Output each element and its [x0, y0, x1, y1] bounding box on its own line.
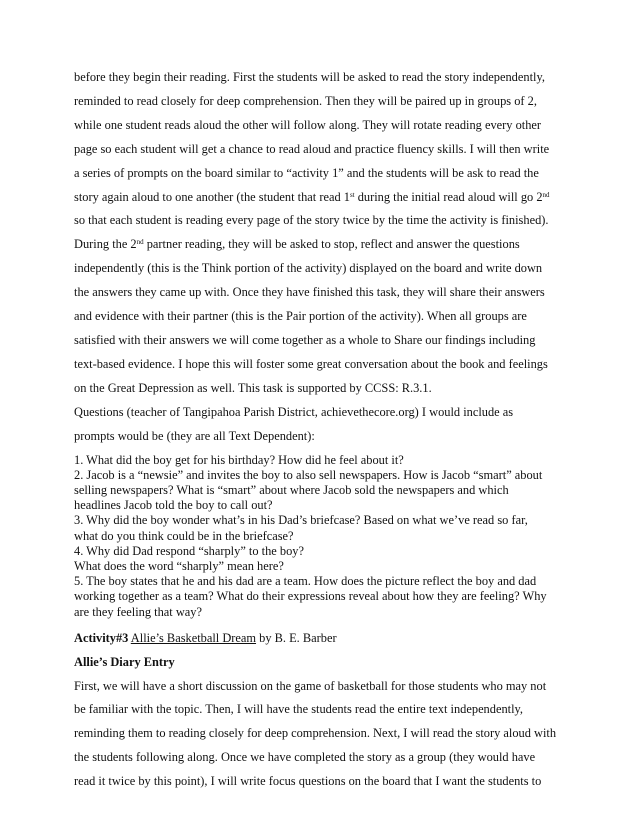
text-line: a series of prompts on the board similar to “activity 1” and the students will be ask to read the [74, 165, 539, 180]
paragraph-1 [74, 66, 566, 449]
text-line: page so each student will get a chance to read aloud and practice fluency skills. I will then write [74, 141, 550, 156]
spacer [74, 620, 566, 627]
text-line: before they begin their reading. First the students will be asked to read the story independently, [74, 70, 545, 84]
list-item: are they feeling that way? [74, 604, 202, 619]
text-span: During the 2 [74, 237, 137, 252]
superscript: st [349, 190, 355, 199]
text-line: prompts would be (they are all Text Dependent): [74, 428, 315, 443]
book-title: Allie’s Basketball Dream [130, 630, 257, 645]
list-item: headlines Jacob told the boy to call out? [74, 498, 273, 513]
text-line: be familiar with the topic. Then, I will have the students read the entire text independently, [74, 702, 524, 717]
text-line: reminded to read closely for deep comprehension. Then they will be paired up in groups of 2, [74, 93, 537, 108]
text-span: during the initial read aloud will go 2 [354, 189, 543, 204]
text-line: First, we will have a short discussion on the game of basketball for those students who may not [74, 678, 547, 693]
list-item: working together as a team? What do their expressions reveal about how they are feeling? Why [74, 589, 547, 604]
document-page [74, 66, 566, 794]
text-span: partner reading, they will be asked to stop, reflect and answer the questions [143, 237, 520, 252]
list-item: What does the word “sharply” mean here? [74, 558, 284, 573]
list-item: selling newspapers? What is “smart” about where Jacob sold the newspapers and which [74, 482, 509, 497]
text-line: the students following along. Once we have completed the story as a group (they would have [74, 750, 536, 765]
text-line [74, 186, 566, 210]
list-item: 3. Why did the boy wonder what’s in his Dad’s briefcase? Based on what we’ve read so far, [74, 513, 528, 528]
text-line: independently (this is the Think portion of the activity) displayed on the board and write down [74, 261, 543, 276]
text-line: on the Great Depression as well. This task is supported by CCSS: R.3.1. [74, 380, 432, 395]
list-item: 4. Why did Dad respond “sharply” to the boy? [74, 543, 304, 558]
text-line: and evidence with their partner (this is the Pair portion of the activity). When all groups are [74, 309, 527, 324]
text-line: text-based evidence. I hope this will foster some great conversation about the book and feelings [74, 356, 548, 371]
question-list [74, 453, 566, 620]
activity-label: Activity#3 [74, 630, 129, 645]
text-span: story again aloud to one another (the student that read 1 [74, 189, 350, 204]
text-line: so that each student is reading every page of the story twice by the time the activity is finished). [74, 213, 549, 228]
superscript: nd [136, 238, 144, 247]
list-item: 5. The boy states that he and his dad are a team. How does the picture reflect the boy and dad [74, 574, 537, 589]
list-item: 1. What did the boy get for his birthday? How did he feel about it? [74, 452, 404, 467]
list-item: what do you think could be in the briefcase? [74, 528, 294, 543]
section-heading: Allie’s Diary Entry [74, 654, 175, 669]
text-line: Questions (teacher of Tangipahoa Parish District, achievethecore.org) I would include as [74, 404, 514, 419]
activity-heading [74, 627, 566, 651]
text-line [74, 233, 566, 257]
text-line: reminding them to reading closely for deep comprehension. Next, I will read the story aloud with [74, 726, 557, 741]
book-author: by B. E. Barber [256, 630, 337, 645]
superscript: nd [542, 190, 550, 199]
activity-section [74, 627, 566, 794]
list-item: 2. Jacob is a “newsie” and invites the boy to also sell newspapers. How is Jacob “smart” about [74, 467, 543, 482]
text-line: while one student reads aloud the other will follow along. They will rotate reading every other [74, 117, 542, 132]
text-line: satisfied with their answers we will come together as a whole to Share our findings including [74, 332, 536, 347]
text-line: read it twice by this point), I will write focus questions on the board that I want the students to [74, 774, 542, 789]
text-line: the answers they came up with. Once they have finished this task, they will share their answers [74, 285, 545, 300]
